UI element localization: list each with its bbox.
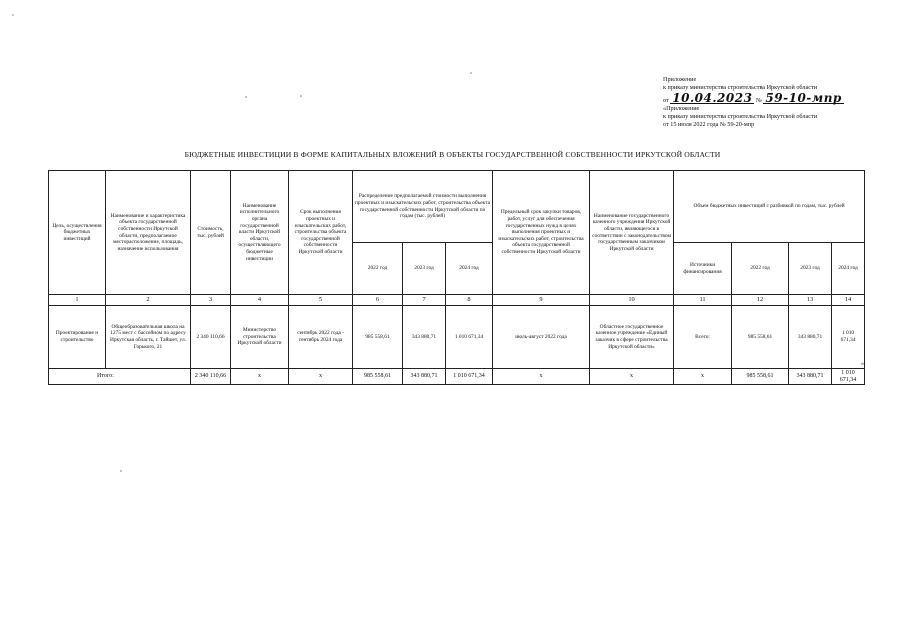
header-year: 2022 год <box>353 243 403 295</box>
scan-speck <box>245 96 247 98</box>
header-line: к приказу министерства строительства Иркутской области <box>663 84 818 92</box>
scan-speck <box>120 470 122 472</box>
total-row <box>49 369 865 385</box>
scan-speck <box>12 14 14 16</box>
header-cost: Стоимость, тыс. рублей <box>191 171 231 295</box>
total-budget-2022: 985 558,61 <box>732 369 789 385</box>
header-year: 2023 год <box>403 243 446 295</box>
header-deadline: Предельный срок закупки товаров, работ, услуг для обеспечения государственных нужд в целях выполнения проектных и изыскательских работ, строительства объекта государственной собственности Иркутской области <box>493 171 590 295</box>
header-year: 2024 год <box>446 243 493 295</box>
document-title: БЮДЖЕТНЫЕ ИНВЕСТИЦИИ В ФОРМЕ КАПИТАЛЬНЫХ ВЛОЖЕНИЙ В ОБЪЕКТЫ ГОСУДАРСТВЕННОЙ СОБСТВЕННОСТИ ИРКУТСКОЙ ОБЛАСТИ <box>184 150 721 159</box>
header-object: Наименование и характеристика объекта государственной собственности Иркутской области, предполагаемое месторасположение, площадь, назначение использования <box>106 171 191 295</box>
scan-speck <box>300 95 302 97</box>
column-number: 6 <box>353 295 403 306</box>
header-year: 2022 год <box>732 243 789 295</box>
column-number: 5 <box>289 295 353 306</box>
table-row <box>49 306 865 369</box>
total-2023: 343 880,71 <box>403 369 446 385</box>
header-line: от 15 июля 2022 года № 59-20-мпр <box>663 121 755 129</box>
header-line: Приложение <box>663 76 697 83</box>
cell-period: сентябрь 2022 года - сентябрь 2024 года <box>289 306 353 369</box>
header-year: 2024 год <box>832 243 865 295</box>
cell-2022: 985 558,61 <box>353 306 403 369</box>
column-number: 7 <box>403 295 446 306</box>
total-label: Итого: <box>49 369 191 385</box>
header-goal: Цель, осуществления бюджетных инвестиций <box>49 171 106 295</box>
header-customer: Наименование государственного казенного учреждения Иркутской области, являющегося в соответствии с законодательством государственным заказчиком Иркутской области <box>590 171 674 295</box>
investments-table <box>48 170 865 385</box>
header-period: Срок выполнения проектных и изыскательских работ, строительства объекта государственной собственности Иркутской области <box>289 171 353 295</box>
cell-cost: 2 340 110,66 <box>191 306 231 369</box>
column-number: 14 <box>832 295 865 306</box>
total-2022: 985 558,61 <box>353 369 403 385</box>
cell-budget-2022: 985 558,61 <box>732 306 789 369</box>
cell-deadline: июль-август 2022 года <box>493 306 590 369</box>
header-line: «Приложение <box>663 104 700 112</box>
closing-quote: ». <box>861 361 866 367</box>
header-source: Источники финансирования <box>674 243 732 295</box>
total-period: х <box>289 369 353 385</box>
cell-object: Общеобразовательная школа на 1275 мест с бассейном по адресу Иркутская область, г. Тайшет, ул. Горького, 21 <box>106 306 191 369</box>
cell-budget-2024: 1 010 671,34 <box>832 306 865 369</box>
handwritten-number: 59-10-мпр <box>765 90 842 105</box>
column-number: 8 <box>446 295 493 306</box>
column-number: 9 <box>493 295 590 306</box>
cell-source: Всего: <box>674 306 732 369</box>
appendix-header <box>663 76 893 130</box>
table-header-row <box>49 171 865 243</box>
header-number-label: № <box>755 96 762 104</box>
header-volume: Объем бюджетных инвестиций с разбивкой по годам, тыс. рублей <box>674 171 865 243</box>
column-number: 13 <box>789 295 832 306</box>
cell-executor: Министерство строительства Иркутской области <box>231 306 289 369</box>
total-deadline: х <box>493 369 590 385</box>
total-2024: 1 010 671,34 <box>446 369 493 385</box>
column-number: 10 <box>590 295 674 306</box>
cell-budget-2023: 343 880,71 <box>789 306 832 369</box>
column-number: 12 <box>732 295 789 306</box>
header-from-label: от <box>663 96 669 104</box>
scan-speck <box>470 72 472 74</box>
header-executor: Наименование исполнительного органа государственной власти Иркутской области, осуществляющего бюджетные инвестиции <box>231 171 289 295</box>
cell-goal: Проектирование и строительство <box>49 306 106 369</box>
column-number: 2 <box>106 295 191 306</box>
total-budget-2023: 343 880,71 <box>789 369 832 385</box>
column-number: 4 <box>231 295 289 306</box>
total-customer: х <box>590 369 674 385</box>
handwritten-date: 10.04.2023 <box>672 90 753 105</box>
cell-2023: 343 880,71 <box>403 306 446 369</box>
header-distribution: Распределение предполагаемой стоимости выполнения проектных и изыскательских работ, строительства объекта государственной собственности Иркутской области по годам (тыс. рублей) <box>353 171 493 243</box>
cell-customer: Областное государственное казенное учреждение «Единый заказчик в сфере строительства Иркутской области» <box>590 306 674 369</box>
header-year: 2023 год <box>789 243 832 295</box>
column-numbers-row <box>49 295 865 306</box>
column-number: 3 <box>191 295 231 306</box>
total-executor: х <box>231 369 289 385</box>
total-budget-2024: 1 010 671,34 <box>832 369 865 385</box>
total-source: х <box>674 369 732 385</box>
cell-2024: 1 010 671,34 <box>446 306 493 369</box>
column-number: 1 <box>49 295 106 306</box>
header-date-line <box>663 90 893 105</box>
column-number: 11 <box>674 295 732 306</box>
total-cost: 2 340 110,66 <box>191 369 231 385</box>
header-line: к приказу министерства строительства Иркутской области <box>663 113 818 121</box>
